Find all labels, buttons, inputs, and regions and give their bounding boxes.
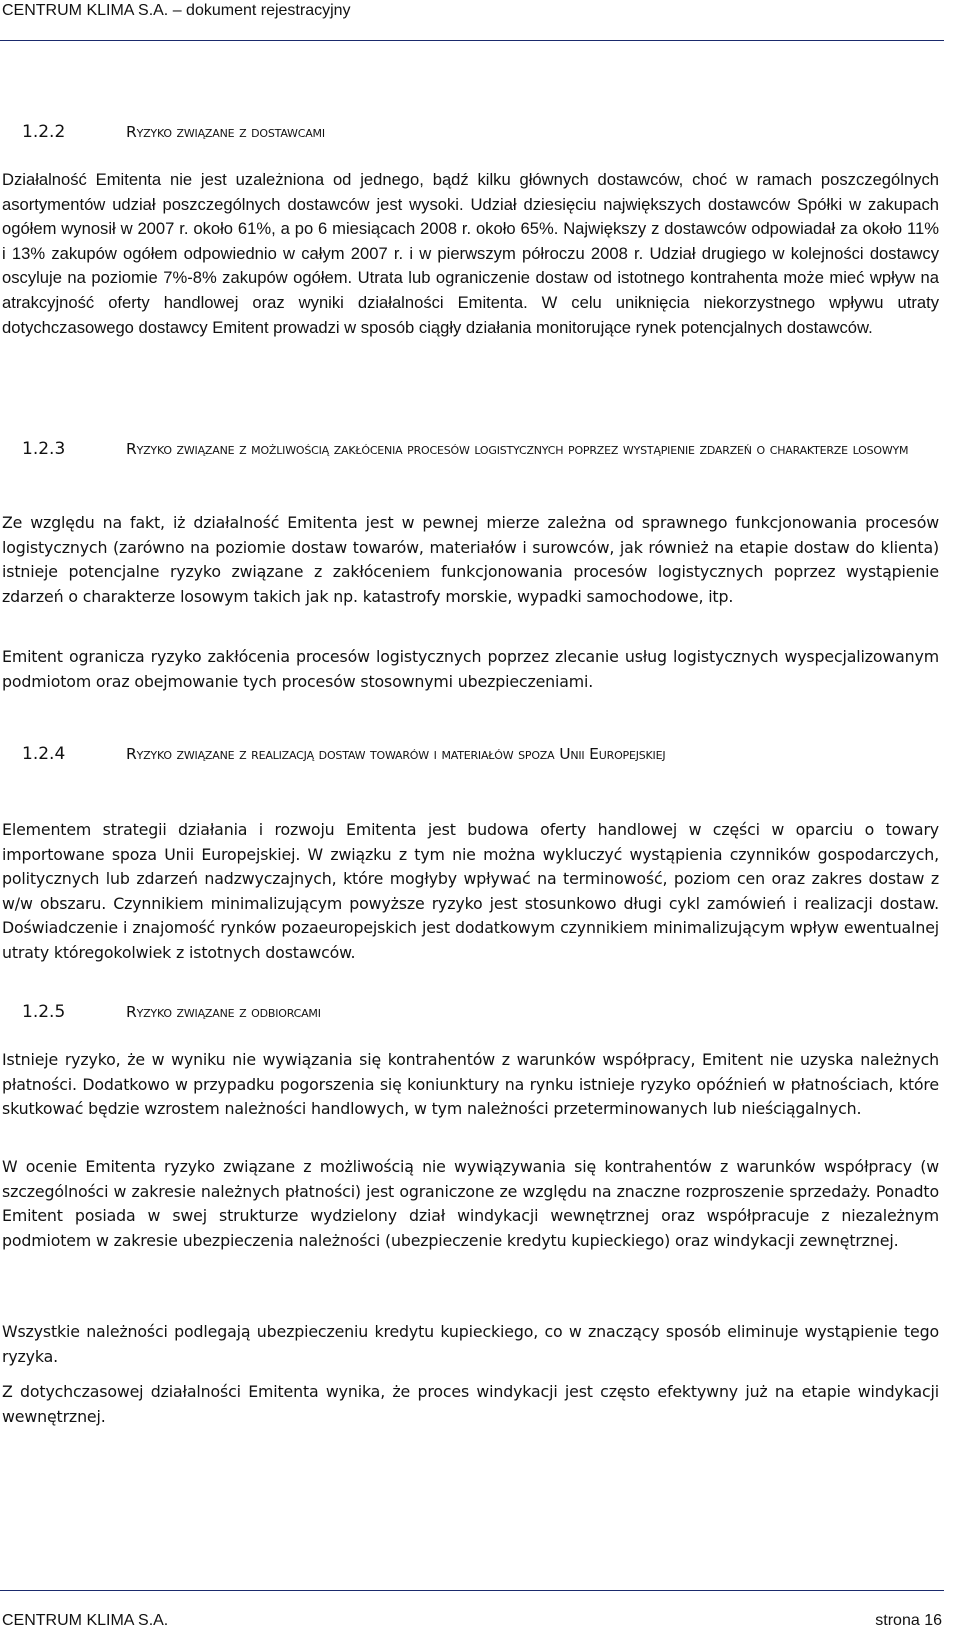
document-header: CENTRUM KLIMA S.A. – dokument rejestracyjny	[2, 2, 351, 19]
paragraph: Z dotychczasowej działalności Emitenta wynika, że proces windykacji jest często efektywny już na etapie windykacji wewnętrznej.	[2, 1382, 939, 1426]
page-number: strona 16	[875, 1612, 942, 1629]
footer-divider	[0, 1590, 944, 1591]
footer-company: CENTRUM KLIMA S.A.	[2, 1612, 169, 1629]
section-title: Ryzyko związane z dostawcami	[126, 123, 325, 141]
section-title: Ryzyko związane z możliwością zakłócenia procesów logistycznych poprzez wystąpienie zdarzeń o charakterze losowym	[126, 440, 909, 458]
section-title: Ryzyko związane z realizacją dostaw towarów i materiałów spoza Unii Europejskiej	[126, 745, 666, 763]
section-number: 1.2.2	[22, 122, 66, 142]
section-number: 1.2.5	[22, 1002, 66, 1022]
section-heading-1-2-4	[22, 742, 942, 766]
section-heading-1-2-5	[22, 1000, 942, 1024]
header-divider	[0, 40, 944, 41]
paragraph: Działalność Emitenta nie jest uzależniona od jednego, bądź kilku głównych dostawców, choć w ramach poszczególnych asortymentów udział poszczególnych dostawców jest wysoki. Udział dziesięciu największych dostawców Spółki w zakupach ogółem wynosił w 2007 r. około 61%, a po 6 miesiącach 2008 r. około 65%. Największy z dostawców odpowiadał za około 11% i 13% zakupów ogółem odpowiednio w całym 2007 r. i w pierwszym półroczu 2008 r. Udział drugiego w kolejności dostawcy oscyluje na poziomie 7%-8% zakupów ogółem. Utrata lub ograniczenie dostaw od istotnego kontrahenta może mieć wpływ na atrakcyjność oferty handlowej oraz wyniki działalności Emitenta. W celu uniknięcia niekorzystnego wpływu utraty dotychczasowego dostawcy Emitent prowadzi w sposób ciągły działania monitorujące rynek potencjalnych dostawców.	[2, 170, 939, 337]
section-number: 1.2.3	[22, 439, 66, 459]
section-number: 1.2.4	[22, 744, 66, 764]
paragraph: W ocenie Emitenta ryzyko związane z możliwością nie wywiązywania się kontrahentów z warunków współpracy (w szczególności w zakresie należnych płatności) jest ograniczone ze względu na znaczne rozproszenie sprzedaży. Ponadto Emitent posiada w swej strukturze wydzielony dział windykacji wewnętrznej oraz współpracuje z niezależnym podmiotem w zakresie ubezpieczenia należności (ubezpieczenie kredytu kupieckiego) oraz windykacji zewnętrznej.	[2, 1157, 939, 1250]
section-heading-1-2-3	[22, 437, 942, 461]
section-heading-1-2-2	[22, 120, 942, 144]
section-title: Ryzyko związane z odbiorcami	[126, 1003, 321, 1021]
paragraph: Ze względu na fakt, iż działalność Emitenta jest w pewnej mierze zależna od sprawnego funkcjonowania procesów logistycznych (zarówno na poziomie dostaw towarów, materiałów i surowców, jak również na etapie dostaw do klienta) istnieje potencjalne ryzyko związane z zakłóceniem funkcjonowania procesów logistycznych poprzez wystąpienie zdarzeń o charakterze losowym takich jak np. katastrofy morskie, wypadki samochodowe, itp.	[2, 513, 939, 606]
paragraph: Elementem strategii działania i rozwoju Emitenta jest budowa oferty handlowej w części w oparciu o towary importowane spoza Unii Europejskiej. W związku z tym nie można wykluczyć wystąpienia czynników gospodarczych, politycznych lub zdarzeń nadzwyczajnych, które mogłyby wpływać na terminowość, poziom cen oraz zakres dostaw z w/w obszaru. Czynnikiem minimalizującym powyższe ryzyko jest stosunkowo długi cykl zamówień i realizacji dostaw. Doświadczenie i znajomość rynków pozaeuropejskich jest dodatkowym czynnikiem minimalizującym wpływ ewentualnej utraty któregokolwiek z istotnych dostawców.	[2, 820, 939, 962]
paragraph: Wszystkie należności podlegają ubezpieczeniu kredytu kupieckiego, co w znaczący sposób eliminuje wystąpienie tego ryzyka.	[2, 1322, 939, 1366]
paragraph: Emitent ogranicza ryzyko zakłócenia procesów logistycznych poprzez zlecanie usług logistycznych wyspecjalizowanym podmiotom oraz obejmowanie tych procesów stosownymi ubezpieczeniami.	[2, 647, 939, 691]
paragraph: Istnieje ryzyko, że w wyniku nie wywiązania się kontrahentów z warunków współpracy, Emitent nie uzyska należnych płatności. Dodatkowo w przypadku pogorszenia się koniunktury na rynku istnieje ryzyko opóźnień w płatnościach, które skutkować będzie wzrostem należności handlowych, w tym należności przeterminowanych lub nieściągalnych.	[2, 1050, 939, 1119]
